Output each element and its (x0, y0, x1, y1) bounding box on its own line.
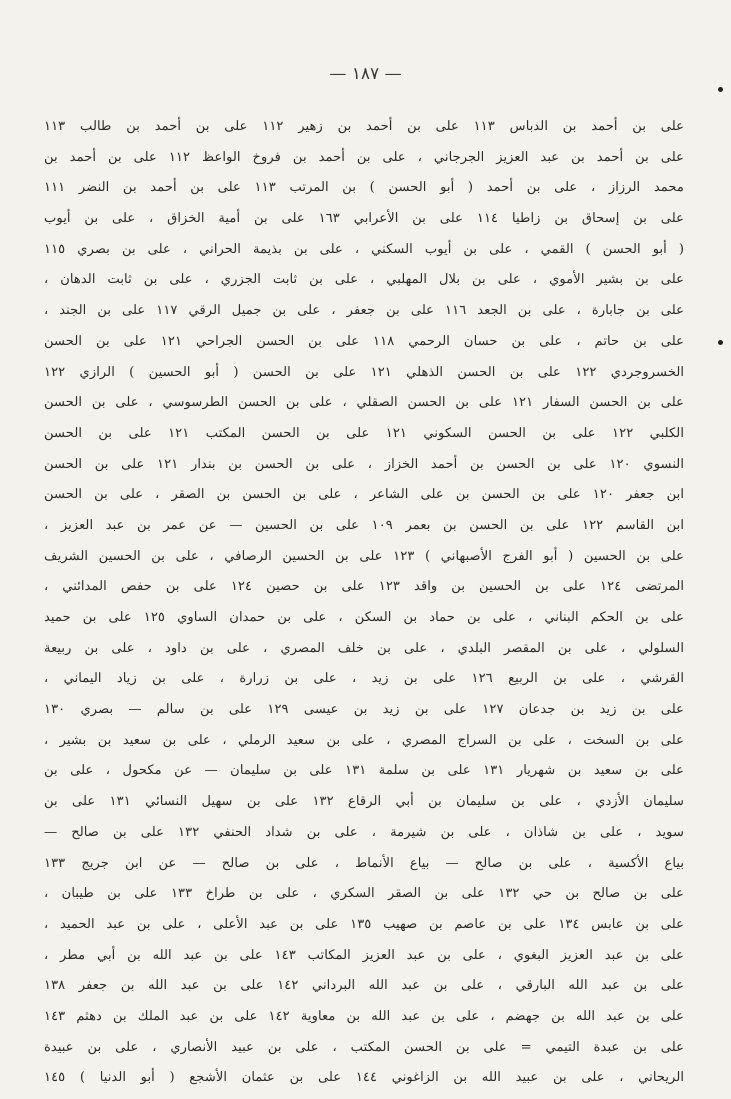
text-line: سليمان الأزدي ، على بن سليمان بن أبي الرقاع ١٣٢ على بن سهيل النسائي ١٣١ على بن (44, 794, 684, 810)
text-line: على بن عبد العزيز البغوي ، على بن عبد العزيز المكاتب ١٤٣ على بن عبد الله بن أبي مطر ، (44, 947, 684, 963)
text-line: على بن عبد الله بن جهضم ، على بن عبد الله بن معاوية ١٤٢ على بن عبد الملك بن دهثم ١٤٣ (44, 1008, 684, 1024)
page-number: — ١٨٧ — (329, 64, 402, 84)
text-line: ( أبو الحسن ) القمي ، على بن أيوب السكني ، على بن بذيمة الحراني ، على بن بصري ١١٥ (44, 241, 684, 257)
margin-dot (718, 340, 723, 345)
text-line: على بن عبدة التيمي = على بن الحسن المكتب ، على بن عبيد الأنصاري ، على بن عبيدة (44, 1039, 684, 1055)
text-line: بياع الأكسية ، على بن صالح — بياع الأنماط ، على بن صالح — عن ابن جريج ١٣٣ (44, 855, 684, 871)
text-line: على بن السخت ، على بن السراج المصري ، على بن سعيد الرملي ، على بن سعيد بن بشير ، (44, 732, 684, 748)
text-line: المرتضى ١٢٤ على بن الحسين بن واقد ١٢٣ على بن حصين ١٢٤ على بن حفص المدائني ، (44, 579, 684, 595)
text-line: القرشي ، على بن الربيع ١٢٦ على بن زيد ، على بن زرارة ، على بن زياد اليماني ، (44, 671, 684, 687)
text-line: على بن عابس ١٣٤ على بن عاصم بن صهيب ١٣٥ على بن عبد الأعلى ، على بن عبد الحميد ، (44, 916, 684, 932)
text-line: ابن جعفر ١٢٠ على بن الحسن بن على الشاعر ، على بن الحسن بن الصقر ، على بن الحسن (44, 487, 684, 503)
text-line: الخسروجردي ١٢٢ على بن الحسن الذهلي ١٢١ على بن الحسن ( أبو الحسين ) الرازي ١٢٢ (44, 364, 684, 380)
text-line: على بن الحكم البناني ، على بن حماد بن السكن ، على بن حمدان الساوي ١٢٥ على بن حميد (44, 610, 684, 625)
text-line: على بن زيد بن جدعان ١٢٧ على بن زيد بن عيسى ١٢٩ على بن سالم — بصري ١٣٠ (44, 702, 684, 718)
text-line: النسوي ١٢٠ على بن الحسن بن أحمد الخزاز ، على بن الحسن بن بندار ١٢١ على بن الحسن (44, 456, 684, 472)
text-line: على بن صالح بن حي ١٣٢ على بن الصقر السكري ، على بن طراخ ١٣٣ على بن طيبان ، (44, 886, 684, 902)
text-line: على بن أحمد بن عبد العزيز الجرجاني ، على بن أحمد بن فروخ الواعظ ١١٢ على بن أحمد بن (44, 149, 684, 165)
text-line: السلولي ، على بن المقصر البلدي ، على بن خلف المصري ، على بن داود ، على بن ربيعة (44, 640, 684, 656)
text-line: سويد ، على بن شاذان ، على بن شيرمة ، على بن شداد الحنفي ١٣٢ على بن صالح — (44, 824, 684, 840)
index-text-block (44, 112, 684, 1094)
margin-dot (718, 87, 723, 92)
text-line: على بن أحمد بن الدباس ١١٣ على بن أحمد بن زهير ١١٢ على بن أحمد بن طالب ١١٣ (44, 119, 684, 134)
text-line: على بن حاتم ، على بن حسان الرحمي ١١٨ على بن الحسن الجراحي ١٢١ على بن الحسن (44, 333, 684, 349)
text-line: على بن الحسين ( أبو الفرج الأصبهاني ) ١٢٣ على بن الحسين الرصافي ، على بن الحسين الشريف (44, 548, 684, 564)
text-line: محمد الرزاز ، على بن أحمد ( أبو الحسن ) بن المرتب ١١٣ على بن أحمد بن النضر ١١١ (44, 180, 684, 196)
text-line: ابن القاسم ١٢٢ على بن الحسن بن بعمر ١٠٩ على بن الحسين — عن عمر بن عبد العزيز ، (44, 517, 684, 533)
text-line: الكلبي ١٢٢ على بن الحسن السكوني ١٢١ على بن الحسن المكتب ١٢١ على بن الحسن (44, 425, 684, 441)
text-line: على بن بشير الأموي ، على بن بلال المهلبي ، على بن ثابت الجزري ، على بن ثابت الدهان ، (44, 272, 684, 288)
text-line: على بن سعيد بن شهريار ١٣١ على بن سلمة ١٣١ على بن سليمان — عن مكحول ، على بن (44, 763, 684, 779)
text-line: الريحاني ، على بن عبيد الله بن الزاغوني ١٤٤ على بن عثمان الأشجع ( أبو الدنيا ) ١٤٥ (44, 1070, 684, 1086)
text-line: على بن عبد الله البارقي ، على بن عبد الله البرداني ١٤٢ على بن عبد الله بن جعفر ١٣٨ (44, 978, 684, 994)
text-line: على بن جابارة ، على بن الجعد ١١٦ على بن جعفر ، على بن جميل الرقي ١١٧ على بن الجند ، (44, 303, 684, 319)
text-line: على بن إسحاق بن زاطيا ١١٤ على بن الأعرابي ١٦٣ على بن أمية الخزاق ، على بن أيوب (44, 211, 684, 227)
text-line: على بن الحسن السفار ١٢١ على بن الحسن الصقلي ، على بن الحسن الطرسوسي ، على بن الحسن (44, 395, 684, 411)
